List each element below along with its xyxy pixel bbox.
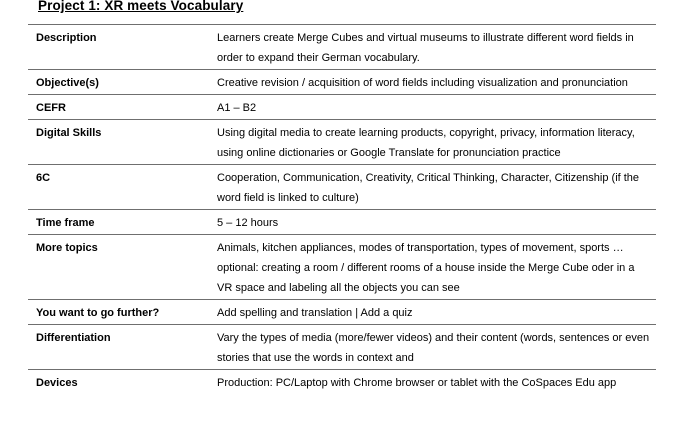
row-label-differentiation: Differentiation bbox=[36, 332, 111, 344]
row-label-devices: Devices bbox=[36, 377, 78, 389]
row-value-digital-skills: Using digital media to create learning products, copyright, privacy, information literacy, using online dictionaries or Google Translate for pronunciation practice bbox=[217, 127, 635, 159]
row-value-differentiation: Vary the types of media (more/fewer videos) and their content (words, sentences or even stories that use the words in context and bbox=[217, 332, 650, 364]
table-row-description bbox=[28, 25, 656, 70]
row-value-description: Learners create Merge Cubes and virtual museums to illustrate different word fields in order to expand their German vocabulary. bbox=[217, 32, 634, 64]
row-value-go-further: Add spelling and translation | Add a quiz bbox=[217, 307, 413, 319]
table-row-go-further bbox=[28, 300, 656, 325]
table-row-objectives bbox=[28, 70, 656, 95]
table-row-time-frame bbox=[28, 210, 656, 235]
table-row-digital-skills bbox=[28, 120, 656, 165]
row-label-6c: 6C bbox=[36, 172, 51, 184]
row-label-objectives: Objective(s) bbox=[36, 77, 99, 89]
table-row-differentiation bbox=[28, 325, 656, 370]
table-row-6c bbox=[28, 165, 656, 210]
project-info-table bbox=[28, 24, 656, 394]
row-label-digital-skills: Digital Skills bbox=[36, 127, 102, 139]
table-row-more-topics bbox=[28, 235, 656, 300]
row-value-time-frame: 5 – 12 hours bbox=[217, 217, 279, 229]
row-label-go-further: You want to go further? bbox=[36, 307, 160, 319]
row-label-description: Description bbox=[36, 32, 97, 44]
row-label-time-frame: Time frame bbox=[36, 217, 95, 229]
row-value-devices: Production: PC/Laptop with Chrome browser or tablet with the CoSpaces Edu app bbox=[217, 377, 617, 389]
row-label-more-topics: More topics bbox=[36, 242, 98, 254]
row-value-more-topics: Animals, kitchen appliances, modes of transportation, types of movement, sports … optional: creating a room / different rooms of a house inside the Merge Cube oder in a VR space and labeling all the objects you can see bbox=[217, 242, 635, 294]
table-row-devices bbox=[28, 370, 656, 395]
table-row-cefr bbox=[28, 95, 656, 120]
row-value-objectives: Creative revision / acquisition of word fields including visualization and pronunciation bbox=[217, 77, 628, 89]
row-value-6c: Cooperation, Communication, Creativity, Critical Thinking, Character, Citizenship (if the word field is linked to culture) bbox=[217, 172, 640, 204]
row-label-cefr: CEFR bbox=[36, 102, 66, 114]
row-value-cefr: A1 – B2 bbox=[217, 102, 257, 114]
document-title: Project 1: XR meets Vocabulary bbox=[38, 0, 244, 13]
